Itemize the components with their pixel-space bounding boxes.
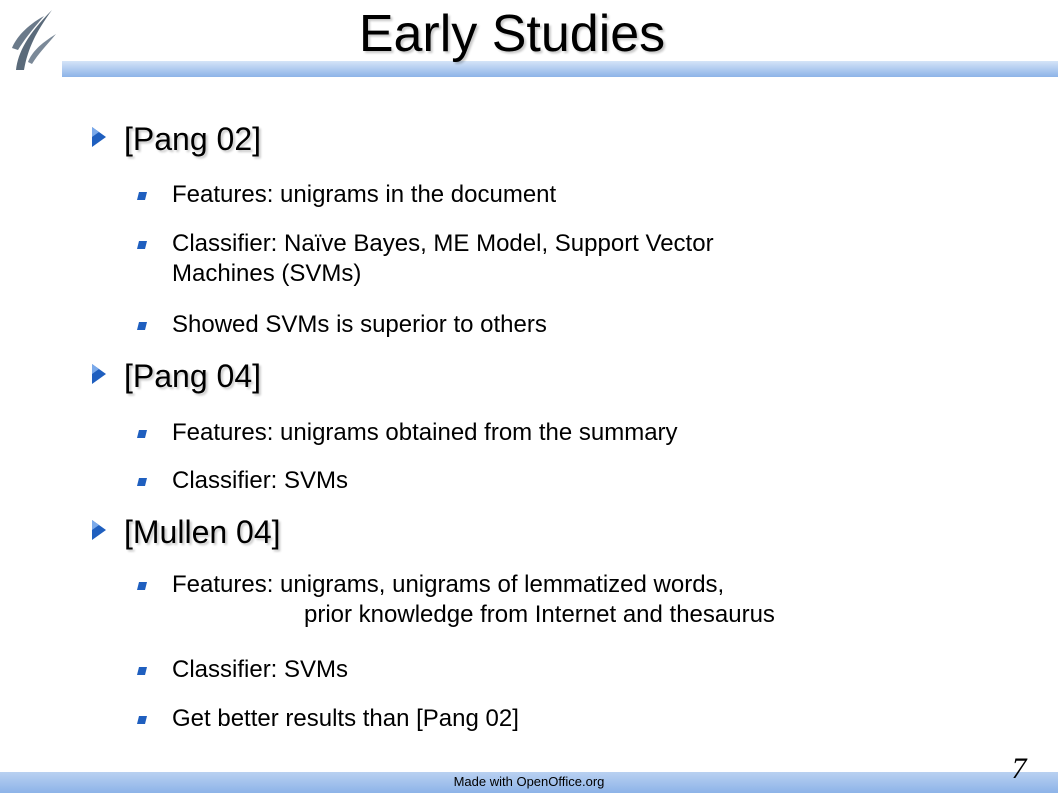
list-item-text: Showed SVMs is superior to others xyxy=(172,311,547,338)
list-item-text: Classifier: SVMs xyxy=(172,656,349,683)
list-item-text-continued: Machines (SVMs) xyxy=(172,260,362,287)
blue-square-bullet-icon xyxy=(137,716,147,724)
section-heading-text: [Pang 04] xyxy=(124,358,261,394)
blue-square-bullet-icon xyxy=(137,322,147,330)
list-item-text: Get better results than [Pang 02] xyxy=(172,705,519,732)
blue-square-bullet-icon xyxy=(137,667,147,675)
blue-square-bullet-icon xyxy=(137,478,147,486)
page-number: 7 xyxy=(1011,752,1027,785)
list-item-text-continued: prior knowledge from Internet and thesaurus xyxy=(304,601,775,628)
section-heading-text: [Mullen 04] xyxy=(124,514,281,550)
list-item-text: Classifier: SVMs xyxy=(172,467,349,494)
blue-arrow-bullet-icon xyxy=(92,127,106,147)
list-item-text: Features: unigrams in the document xyxy=(172,181,557,208)
list-item-text: Classifier: Naïve Bayes, ME Model, Support Vector xyxy=(172,230,714,257)
slide-title: Early Studies xyxy=(358,5,666,63)
blue-square-bullet-icon xyxy=(137,241,147,249)
blue-arrow-bullet-icon xyxy=(92,520,106,540)
section-heading-text: [Pang 02] xyxy=(124,121,261,157)
list-item-text: Features: unigrams obtained from the summary xyxy=(172,419,678,446)
blue-square-bullet-icon xyxy=(137,192,147,200)
blue-square-bullet-icon xyxy=(137,430,147,438)
blue-arrow-bullet-icon xyxy=(92,364,106,384)
blue-square-bullet-icon xyxy=(137,582,147,590)
footer-text: Made with OpenOffice.org xyxy=(453,774,605,789)
list-item-text: Features: unigrams, unigrams of lemmatized words, xyxy=(172,571,725,598)
